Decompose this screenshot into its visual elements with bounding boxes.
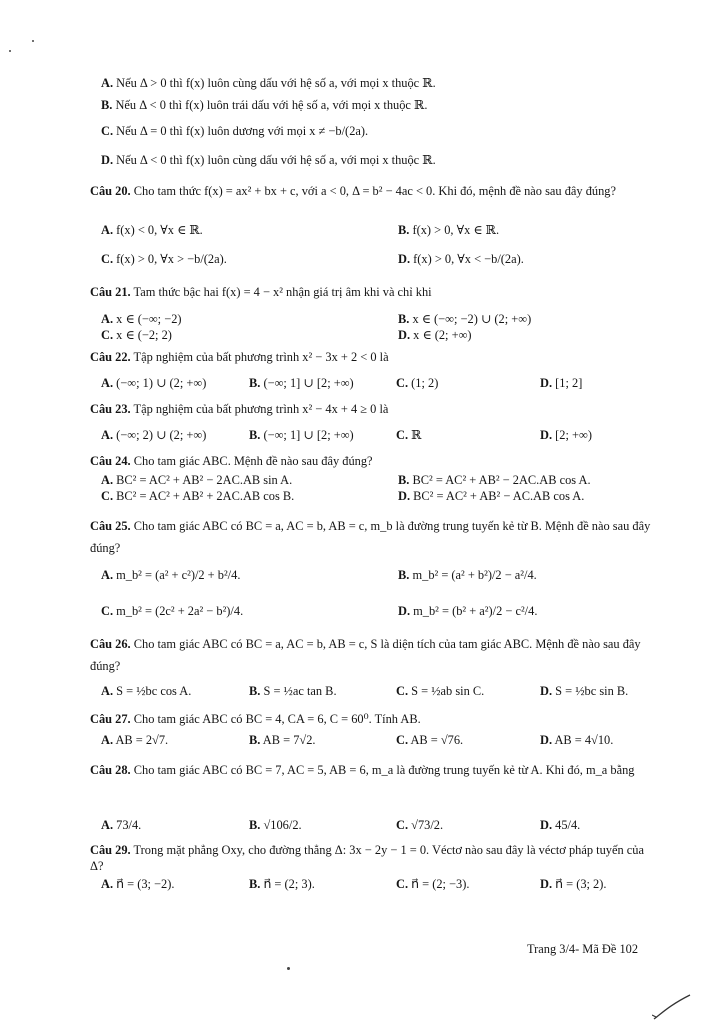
q22-option-c: C. (1; 2) bbox=[396, 376, 439, 390]
q23-option-d: D. [2; +∞) bbox=[540, 428, 592, 442]
question-29: Câu 29. Trong mặt phẳng Oxy, cho đường thẳng Δ: 3x − 2y − 1 = 0. Véctơ nào sau đây là véctơ pháp tuyến của Δ? bbox=[90, 843, 644, 873]
q24-option-d: D. BC² = AC² + AB² − AC.AB cos A. bbox=[398, 489, 585, 503]
q27-option-a: A. AB = 2√7. bbox=[101, 733, 169, 747]
pen-mark-icon bbox=[652, 993, 692, 1021]
q20-option-b: B. f(x) > 0, ∀x ∈ ℝ. bbox=[398, 223, 500, 237]
q26-option-b: B. S = ½ac tan B. bbox=[249, 684, 337, 698]
q26-option-a: A. S = ½bc cos A. bbox=[101, 684, 192, 698]
q24-option-a: A. BC² = AC² + AB² − 2AC.AB sin A. bbox=[101, 473, 293, 487]
q21-option-c: C. x ∈ (−2; 2) bbox=[101, 328, 172, 342]
question-23: Câu 23. Tập nghiệm của bất phương trình x² − 4x + 4 ≥ 0 là bbox=[90, 402, 389, 416]
prev-option-c: C. Nếu Δ = 0 thì f(x) luôn dương với mọi x ≠ −b/(2a). bbox=[101, 124, 369, 138]
q22-option-a: A. (−∞; 1) ∪ (2; +∞) bbox=[101, 376, 207, 390]
q23-option-b: B. (−∞; 1] ∪ [2; +∞) bbox=[249, 428, 354, 442]
question-26: Câu 26. Cho tam giác ABC có BC = a, AC = b, AB = c, S là diện tích của tam giác ABC. Mệnh đề nào sau đây đúng? bbox=[90, 637, 641, 673]
q27-option-c: C. AB = √76. bbox=[396, 733, 464, 747]
question-28: Câu 28. Cho tam giác ABC có BC = 7, AC = 5, AB = 6, m_a là đường trung tuyến kẻ từ A. Khi đó, m_a bằng bbox=[90, 763, 635, 777]
q25-option-d: D. m_b² = (b² + a²)/2 − c²/4. bbox=[398, 604, 538, 618]
q23-option-a: A. (−∞; 2) ∪ (2; +∞) bbox=[101, 428, 207, 442]
q28-option-a: A. 73/4. bbox=[101, 818, 142, 832]
q26-option-d: D. S = ½bc sin B. bbox=[540, 684, 629, 698]
q25-option-b: B. m_b² = (a² + b²)/2 − a²/4. bbox=[398, 568, 537, 582]
q20-option-d: D. f(x) > 0, ∀x < −b/(2a). bbox=[398, 252, 524, 266]
q21-option-d: D. x ∈ (2; +∞) bbox=[398, 328, 472, 342]
scan-dot bbox=[32, 40, 34, 42]
q21-option-a: A. x ∈ (−∞; −2) bbox=[101, 312, 182, 326]
q29-option-a: A. n⃗ = (3; −2). bbox=[101, 877, 175, 891]
question-22: Câu 22. Tập nghiệm của bất phương trình x² − 3x + 2 < 0 là bbox=[90, 350, 389, 364]
q29-option-b: B. n⃗ = (2; 3). bbox=[249, 877, 315, 891]
prev-option-b: B. Nếu Δ < 0 thì f(x) luôn trái dấu với hệ số a, với mọi x thuộc ℝ. bbox=[101, 98, 428, 112]
prev-option-a: A. Nếu Δ > 0 thì f(x) luôn cùng dấu với hệ số a, với mọi x thuộc ℝ. bbox=[101, 76, 436, 90]
question-20: Câu 20. Cho tam thức f(x) = ax² + bx + c, với a < 0, Δ = b² − 4ac < 0. Khi đó, mệnh đề nào sau đây đúng? bbox=[90, 184, 616, 198]
q23-option-c: C. ℝ bbox=[396, 428, 422, 442]
q22-option-d: D. [1; 2] bbox=[540, 376, 583, 390]
q21-option-b: B. x ∈ (−∞; −2) ∪ (2; +∞) bbox=[398, 312, 532, 326]
q29-option-d: D. n⃗ = (3; 2). bbox=[540, 877, 607, 891]
q29-option-c: C. n⃗ = (2; −3). bbox=[396, 877, 470, 891]
question-25: Câu 25. Cho tam giác ABC có BC = a, AC = b, AB = c, m_b là đường trung tuyến kẻ từ B. Mệnh đề nào sau đây đúng? bbox=[90, 519, 651, 555]
q24-option-b: B. BC² = AC² + AB² − 2AC.AB cos A. bbox=[398, 473, 591, 487]
q20-option-c: C. f(x) > 0, ∀x > −b/(2a). bbox=[101, 252, 227, 266]
question-21: Câu 21. Tam thức bậc hai f(x) = 4 − x² nhận giá trị âm khi và chỉ khi bbox=[90, 285, 432, 299]
q28-option-d: D. 45/4. bbox=[540, 818, 581, 832]
q24-option-c: C. BC² = AC² + AB² + 2AC.AB cos B. bbox=[101, 489, 295, 503]
q22-option-b: B. (−∞; 1] ∪ [2; +∞) bbox=[249, 376, 354, 390]
q27-option-b: B. AB = 7√2. bbox=[249, 733, 316, 747]
q20-option-a: A. f(x) < 0, ∀x ∈ ℝ. bbox=[101, 223, 203, 237]
q26-option-c: C. S = ½ab sin C. bbox=[396, 684, 485, 698]
question-27: Câu 27. Cho tam giác ABC có BC = 4, CA = 6, C = 60⁰. Tính AB. bbox=[90, 712, 421, 726]
question-24: Câu 24. Cho tam giác ABC. Mệnh đề nào sau đây đúng? bbox=[90, 454, 373, 468]
scan-dot bbox=[287, 967, 290, 970]
q27-option-d: D. AB = 4√10. bbox=[540, 733, 614, 747]
q25-option-c: C. m_b² = (2c² + 2a² − b²)/4. bbox=[101, 604, 244, 618]
page-footer: Trang 3/4- Mã Đề 102 bbox=[527, 942, 639, 956]
q28-option-b: B. √106/2. bbox=[249, 818, 302, 832]
scan-dot bbox=[9, 50, 11, 52]
prev-option-d: D. Nếu Δ < 0 thì f(x) luôn cùng dấu với hệ số a, với mọi x thuộc ℝ. bbox=[101, 153, 436, 167]
q25-option-a: A. m_b² = (a² + c²)/2 + b²/4. bbox=[101, 568, 241, 582]
q28-option-c: C. √73/2. bbox=[396, 818, 444, 832]
